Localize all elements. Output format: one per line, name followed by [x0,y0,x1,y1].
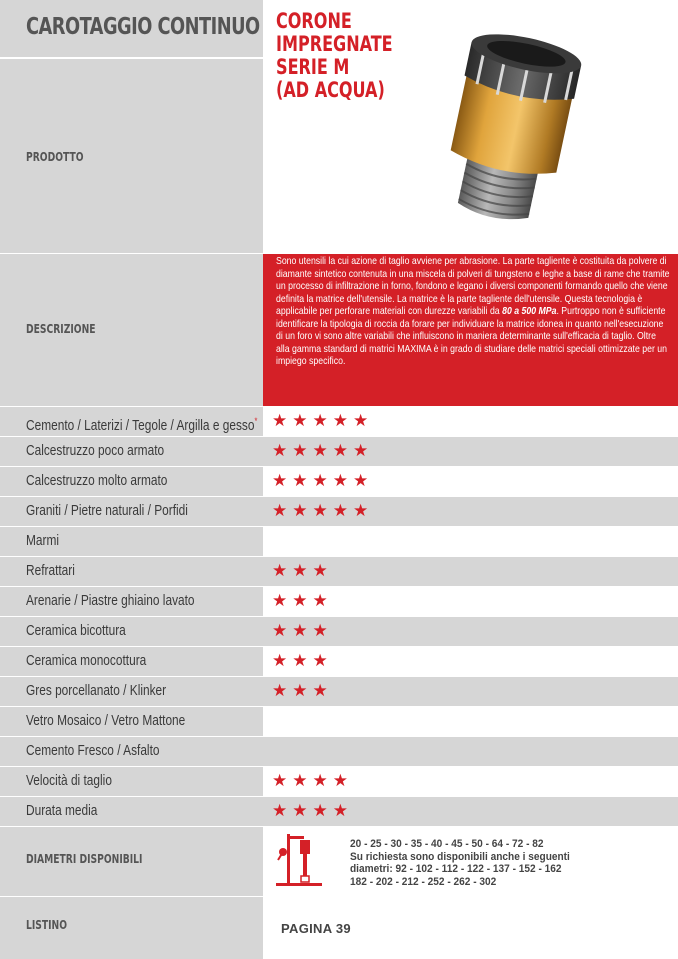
product-name-line: CORONE [276,9,352,33]
rating-row [0,676,678,706]
diameters-label: DIAMETRI DISPONIBILI [26,852,143,866]
star-rating: ★★★★ [272,771,353,790]
row-divider [0,586,678,587]
material-label [26,766,112,796]
product-name-line: IMPREGNATE [276,32,393,56]
material-label [26,796,97,826]
material-label [26,436,164,466]
material-label [26,496,188,526]
rating-row [0,586,678,616]
rating-row [0,466,678,496]
material-name: Arenarie / Piastre ghiaino lavato [26,593,195,609]
diameters-list [350,838,626,889]
material-label [26,526,59,556]
rating-row [0,646,678,676]
material-label [26,616,126,646]
row-divider [0,796,678,797]
description-text-part: Sono utensili la cui azione di taglio avviene per abrasione. La parte tagliente è costituita da polvere di diamante sintetico contenuta in una miscela di polveri di tungsteno e leghe a base di rame che tramite un processo di infiltrazione in forno, fondono e legano i diversi componenti formando quello che viene definita la matrice dell'utensile. La matrice è la parte tagliente dell'utensile. Questa tecnologia è applicabile per perforare materiali con durezze variabili da [276,256,670,317]
title-divider [0,57,263,59]
row-divider [0,706,678,707]
row-divider [0,896,678,897]
row-divider [0,736,678,737]
material-label [26,736,159,766]
diameters-line: 182 - 202 - 212 - 252 - 262 - 302 [350,876,497,889]
description-label: DESCRIZIONE [26,322,96,336]
material-label [26,706,185,736]
material-name: Graniti / Pietre naturali / Porfidi [26,503,188,519]
material-name: Calcestruzzo poco armato [26,443,165,459]
star-rating: ★★★★★ [272,501,374,520]
material-name: Durata media [26,803,98,819]
rating-row [0,406,678,436]
material-name: Marmi [26,533,60,549]
star-rating: ★★★ [272,681,333,700]
rating-cell [263,736,678,766]
description-text-part: . Purtroppo non è sufficiente identificare la tipologia di roccia da forare per individuare la matrice idonea in quanto nell'esecuzione di un foro vi sono altre variabili che influiscono in maniera determinante sull'efficacia di taglio. Oltre alla gamma standard di matrici MAXIMA è in grado di studiare delle matrici speciali ottimizzate per un impiego specifico. [276,306,668,367]
rating-cell [263,706,678,736]
material-label [26,406,257,436]
material-label [26,466,167,496]
material-label [26,646,146,676]
page-title: CAROTAGGIO CONTINUO [26,14,260,40]
diameters-line: diametri: 92 - 102 - 112 - 122 - 137 - 152 - 162 [350,863,562,876]
star-rating: ★★★ [272,651,333,670]
star-rating: ★★★★★ [272,441,374,460]
diameters-line: Su richiesta sono disponibili anche i seguenti [350,850,570,863]
rating-cell [263,526,678,556]
star-rating: ★★★★ [272,801,353,820]
price-list-label: LISTINO [26,918,68,932]
product-name-line: SERIE M [276,55,350,79]
rating-row [0,706,678,736]
row-divider [0,826,678,827]
drill-stand-icon [274,832,324,888]
star-rating: ★★★★★ [272,411,374,430]
star-rating: ★★★ [272,591,333,610]
rating-row [0,526,678,556]
row-divider [0,646,678,647]
rating-row [0,796,678,826]
star-rating: ★★★★★ [272,471,374,490]
rating-row [0,556,678,586]
product-label: PRODOTTO [26,150,84,164]
material-name: Gres porcellanato / Klinker [26,683,167,699]
row-divider [0,406,678,407]
material-name: Calcestruzzo molto armato [26,473,168,489]
star-rating: ★★★ [272,621,333,640]
rating-row [0,616,678,646]
description-hardness: 80 a 500 MPa [502,306,557,317]
rating-row [0,436,678,466]
material-name: Vetro Mosaico / Vetro Mattone [26,713,186,729]
price-list-page[interactable]: PAGINA 39 [281,921,351,936]
row-divider [0,496,678,497]
row-divider [0,556,678,557]
material-name: Cemento Fresco / Asfalto [26,743,160,759]
product-name-line: (AD ACQUA) [276,78,385,102]
product-name [276,10,421,102]
material-name: Ceramica monocottura [26,653,147,669]
row-divider [0,436,678,437]
description-text [276,256,671,369]
row-divider [0,676,678,677]
diameters-line: 20 - 25 - 30 - 35 - 40 - 45 - 50 - 64 - 72 - 82 [350,838,544,850]
rating-row [0,736,678,766]
material-name: Refrattari [26,563,75,579]
star-rating: ★★★ [272,561,333,580]
material-name: Cemento / Laterizi / Tegole / Argilla e gesso [26,417,255,434]
material-label [26,586,195,616]
rating-row [0,496,678,526]
material-label [26,676,166,706]
core-bit-image [425,22,595,230]
material-name: Velocità di taglio [26,773,112,789]
row-divider [0,466,678,467]
footnote-marker: * [254,416,258,426]
material-name: Ceramica bicottura [26,623,126,639]
material-label [26,556,75,586]
rating-row [0,766,678,796]
row-divider [0,766,678,767]
row-divider [0,526,678,527]
row-divider [0,616,678,617]
